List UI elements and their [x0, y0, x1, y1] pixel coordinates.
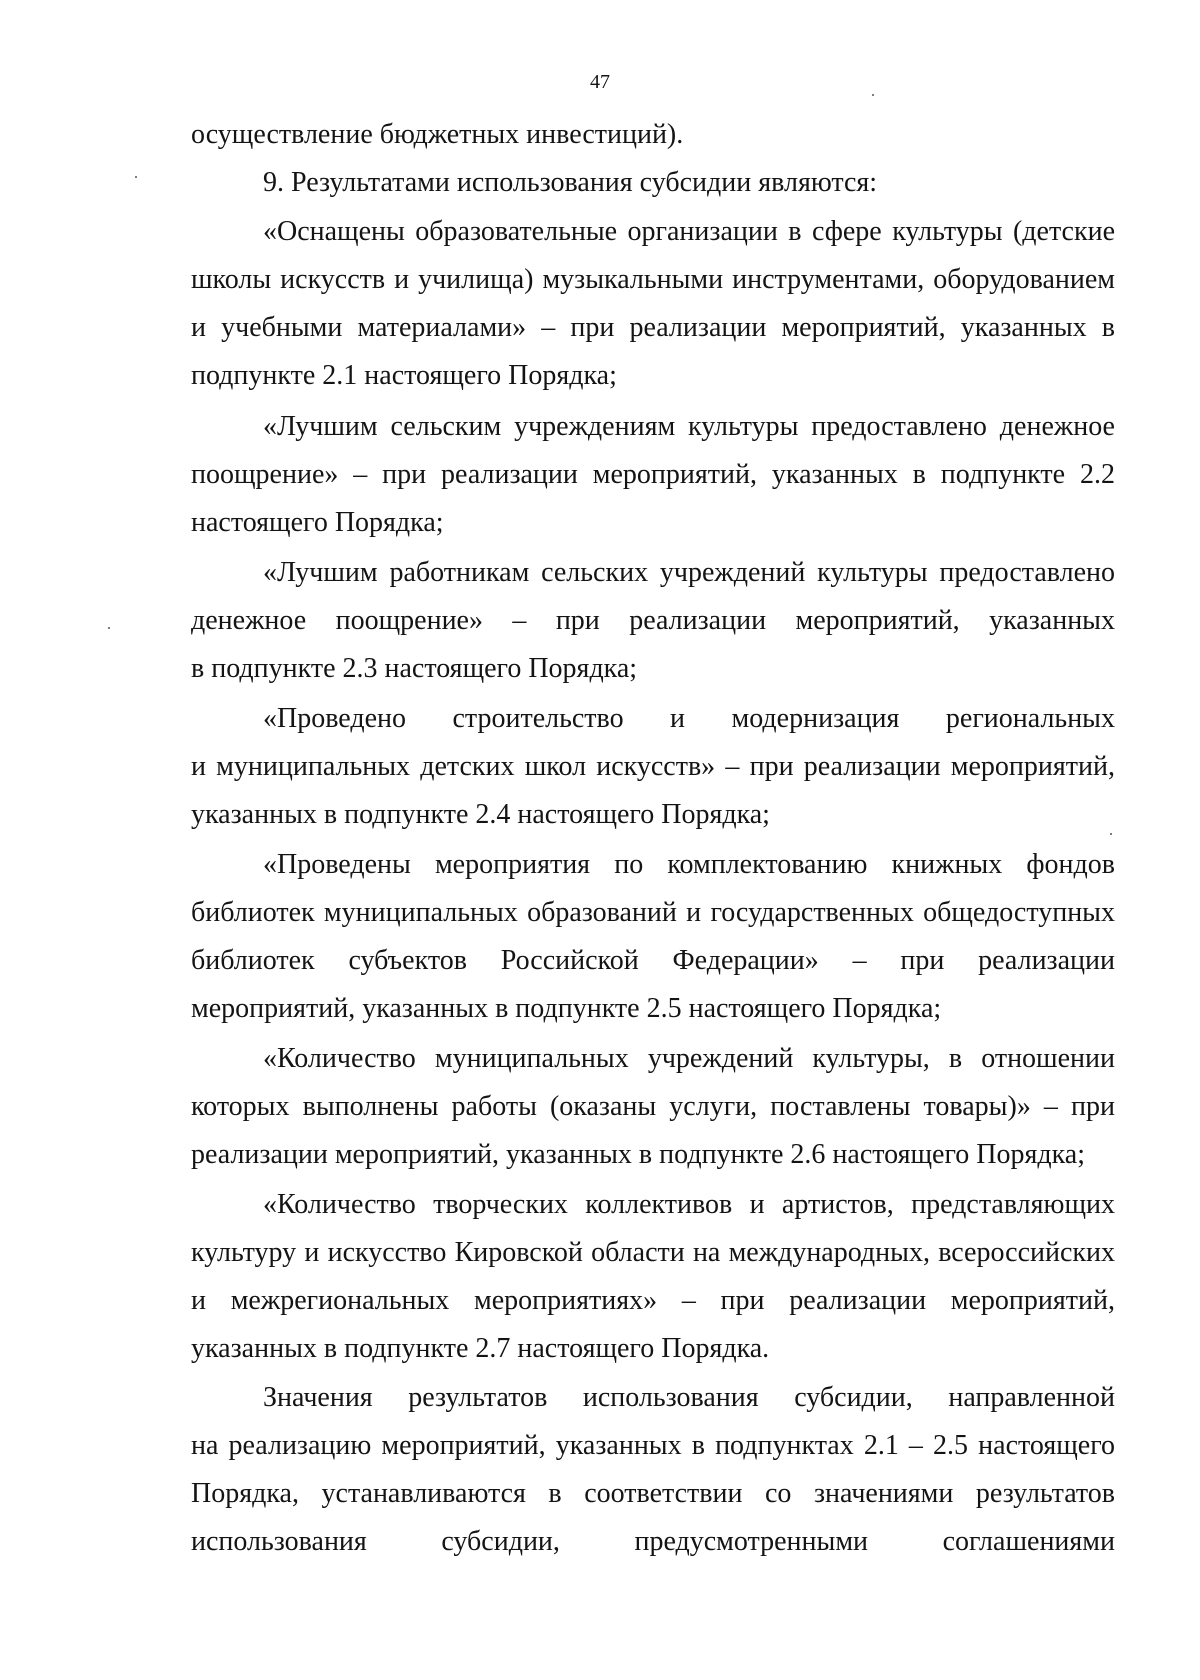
text-line: «Проведены мероприятия по комплектованию книжных фондов: [263, 849, 1115, 880]
scan-speck: [108, 627, 110, 629]
text-line: указанных в подпункте 2.4 настоящего Порядка;: [191, 799, 770, 830]
text-line: денежное поощрение» – при реализации мероприятий, указанных: [191, 605, 1115, 636]
page-number: 47: [590, 71, 610, 93]
text-line: «Лучшим сельским учреждениям культуры предоставлено денежное: [263, 411, 1115, 442]
scan-speck: [135, 176, 137, 178]
text-line: использования субсидии, предусмотренными соглашениями: [191, 1526, 1115, 1557]
text-line: которых выполнены работы (оказаны услуги, поставлены товары)» – при: [191, 1091, 1115, 1122]
text-line: подпункте 2.1 настоящего Порядка;: [191, 360, 617, 391]
text-line: библиотек субъектов Российской Федерации» – при реализации: [191, 945, 1115, 976]
text-line: «Количество муниципальных учреждений культуры, в отношении: [263, 1043, 1115, 1074]
text-line: и межрегиональных мероприятиях» – при реализации мероприятий,: [191, 1285, 1115, 1316]
text-line: «Лучшим работникам сельских учреждений культуры предоставлено: [263, 557, 1115, 588]
text-line: «Количество творческих коллективов и артистов, представляющих: [263, 1189, 1115, 1220]
text-line: «Оснащены образовательные организации в сфере культуры (детские: [263, 216, 1115, 247]
text-line: Порядка, устанавливаются в соответствии со значениями результатов: [191, 1478, 1115, 1509]
text-line: и учебными материалами» – при реализации мероприятий, указанных в: [191, 312, 1115, 343]
text-line: Значения результатов использования субсидии, направленной: [263, 1382, 1115, 1413]
text-line: школы искусств и училища) музыкальными инструментами, оборудованием: [191, 264, 1115, 295]
text-line: реализации мероприятий, указанных в подпункте 2.6 настоящего Порядка;: [191, 1139, 1085, 1170]
text-line: библиотек муниципальных образований и государственных общедоступных: [191, 897, 1115, 928]
text-line: культуру и искусство Кировской области на международных, всероссийских: [191, 1237, 1115, 1268]
text-line: и муниципальных детских школ искусств» – при реализации мероприятий,: [191, 751, 1115, 782]
text-line: 9. Результатами использования субсидии являются:: [263, 167, 878, 198]
text-line: поощрение» – при реализации мероприятий, указанных в подпункте 2.2: [191, 459, 1115, 490]
scan-speck: [872, 94, 874, 96]
text-line: осуществление бюджетных инвестиций).: [191, 119, 684, 150]
text-line: «Проведено строительство и модернизация региональных: [263, 703, 1115, 734]
text-line: на реализацию мероприятий, указанных в подпунктах 2.1 – 2.5 настоящего: [191, 1430, 1115, 1461]
text-line: настоящего Порядка;: [191, 507, 444, 538]
text-line: указанных в подпункте 2.7 настоящего Порядка.: [191, 1333, 770, 1364]
scan-speck: [1110, 833, 1112, 835]
text-line: в подпункте 2.3 настоящего Порядка;: [191, 653, 638, 684]
text-line: мероприятий, указанных в подпункте 2.5 настоящего Порядка;: [191, 993, 942, 1024]
